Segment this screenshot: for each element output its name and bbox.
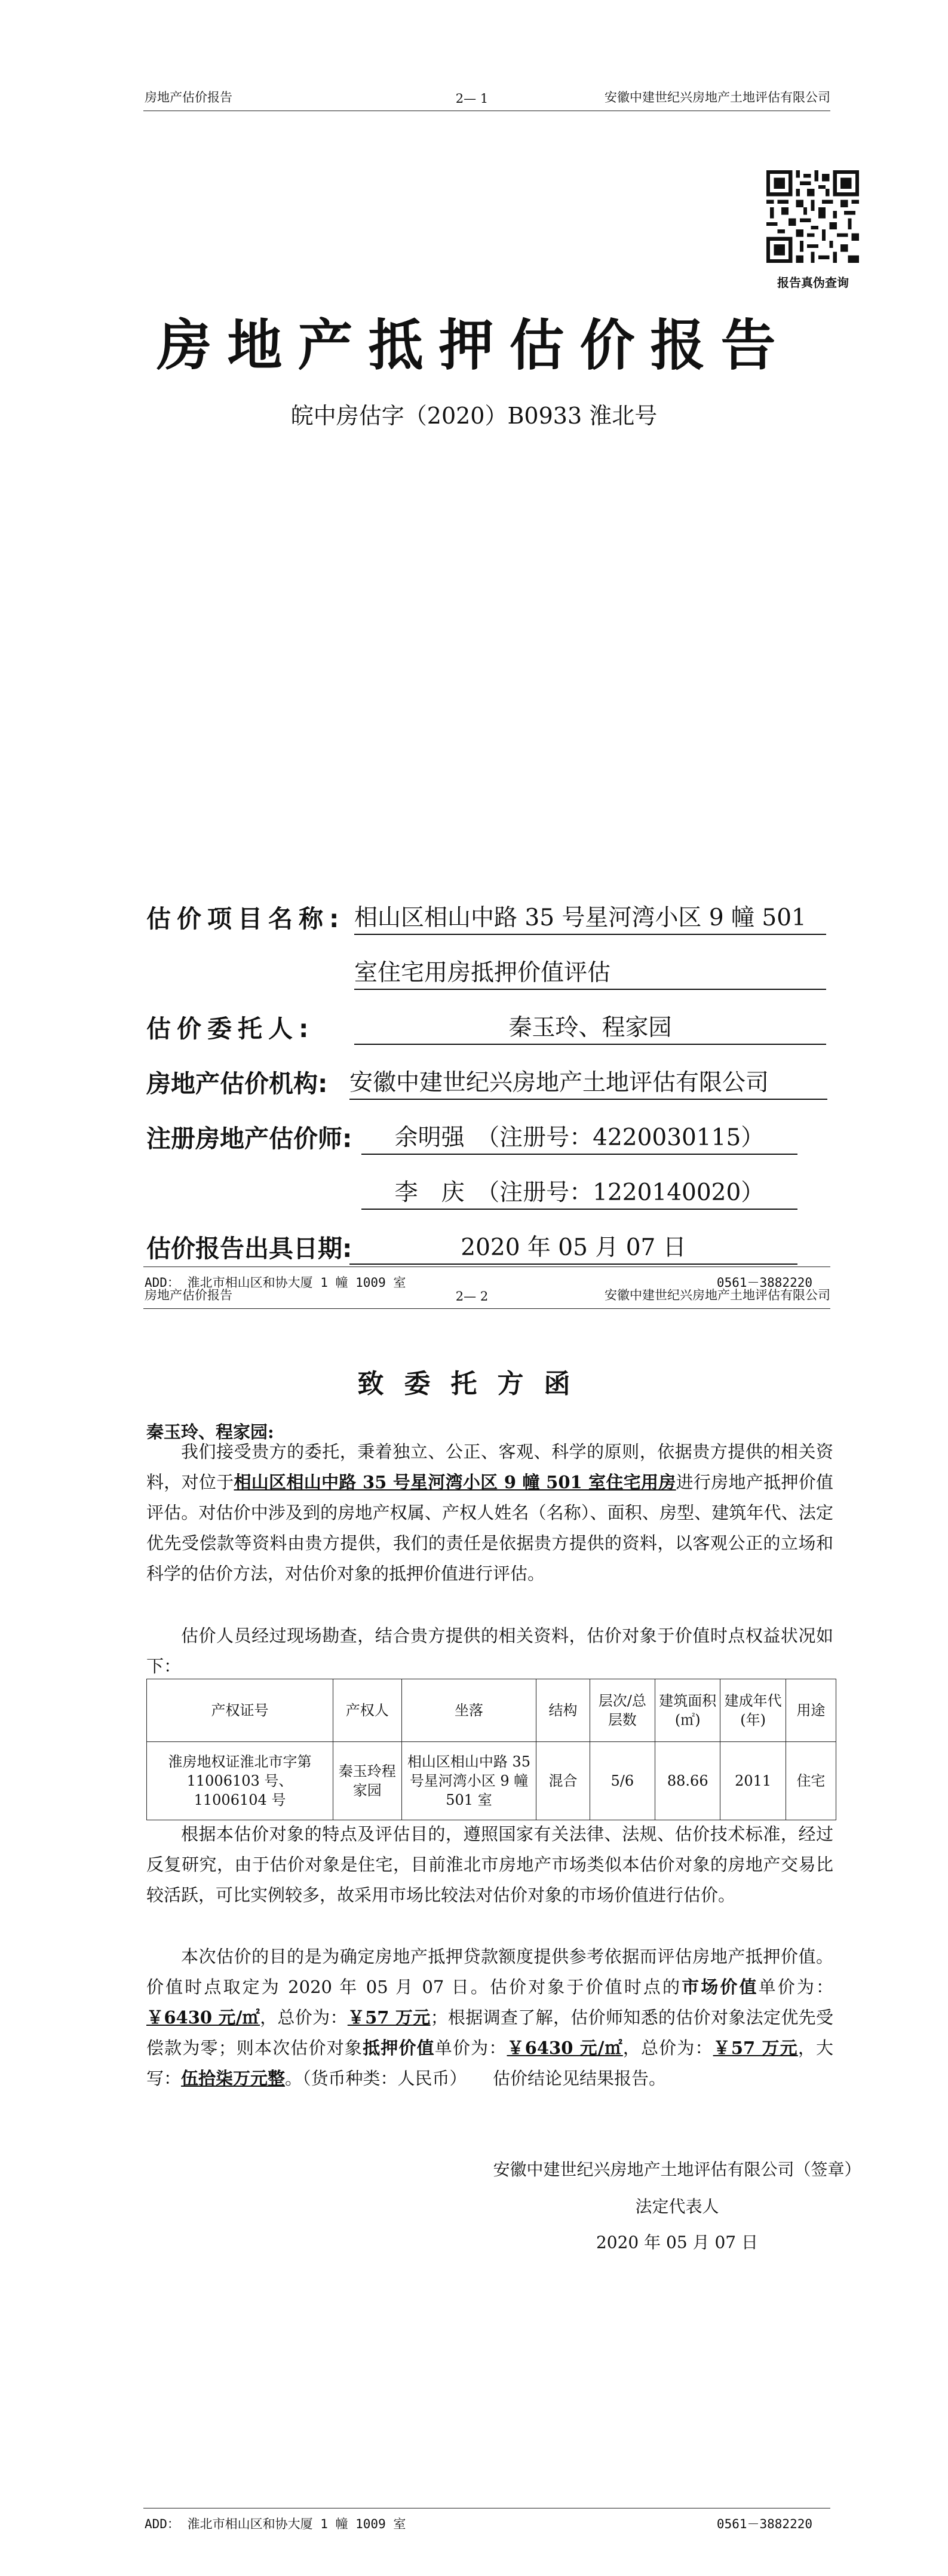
p1-text-c: 进行房地产抵押价值评估。对估价中涉及到的房地产权属、产权人姓名（名称）、面积、房型、建筑年代、法定优先受偿款等资料由贵方提供，我们的责任是依据贵方提供的资料，以客观公正的立场和科学的估价方法，对估价对象的抵押价值进行评估。 (146, 1472, 833, 1584)
client-label: 估价委托人: (146, 1014, 315, 1043)
project-row-2 (146, 954, 833, 1009)
mortgage-value-label: 抵押价值 (363, 2038, 435, 2058)
table-cell: 相山区相山中路 35 号星河湾小区 9 幢 501 室 (401, 1742, 536, 1820)
amount-in-words: 伍拾柒万元整 (181, 2068, 286, 2089)
property-table (146, 1679, 836, 1820)
client-value: 秦玉玲、程家园 (354, 1009, 826, 1045)
paragraph-2: 估价人员经过现场勘查，结合贵方提供的相关资料，估价对象于价值时点权益状况如下： (146, 1626, 833, 1676)
project-label: 估价项目名称: (146, 904, 345, 933)
client-row (146, 1009, 833, 1064)
project-row (146, 899, 833, 954)
footer-phone: 0561－3882220 (716, 1275, 812, 1290)
header-right: 安徽中建世纪兴房地产土地评估有限公司 (605, 90, 830, 105)
p4-text-g: ，大写： (146, 2038, 833, 2089)
p4-text-a: 本次估价的目的是为确定房地产抵押贷款额度提供参考依据而评估房地产抵押价值。价值时点取定为 2020 年 05 月 07 日。估价对象于价值时点的 (146, 1946, 833, 1997)
signature-date: 2020 年 05 月 07 日 (596, 2232, 759, 2252)
property-address: 相山区相山中路 35 号星河湾小区 9 幢 501 室住宅用房 (234, 1472, 676, 1492)
table-header: 层次/总层数 (590, 1679, 655, 1742)
appraiser-value-1: 余明强 （注册号：4220030115） (361, 1119, 797, 1155)
paragraph-3: 根据本估价对象的特点及评估目的，遵照国家有关法律、法规、估价技术标准，经过反复研究，由于估价对象是住宅，目前淮北市房地产市场类似本估价对象的房地产交易比较活跃，可比实例较多，故采用市场比较法对估价对象的市场价值进行估价。 (146, 1824, 833, 1905)
qr-caption: 报告真伪查询 (777, 275, 849, 290)
table-cell: 2011 (720, 1742, 786, 1820)
table-cell: 5/6 (590, 1742, 655, 1820)
report-number: 皖中房估字（2020）B0933 淮北号 (290, 403, 658, 429)
paragraph-4 (146, 1942, 833, 2094)
table-cell: 混合 (536, 1742, 590, 1820)
project-value-line1: 相山区相山中路 35 号星河湾小区 9 幢 501 (354, 899, 826, 935)
appraiser-row (146, 1119, 833, 1174)
footer-address: ADD： 淮北市相山区和协大厦 1 幢 1009 室 (145, 2517, 406, 2531)
page-header (143, 1284, 830, 1309)
table-header: 坐落 (401, 1679, 536, 1742)
agency-label: 房地产估价机构: (146, 1069, 328, 1098)
p1-text-a: 我们接受贵方的委托，秉着独立、公正、客观、科学的原则，依据贵方提供的相关资料，对位于 (146, 1442, 833, 1492)
signature-company: 安徽中建世纪兴房地产土地评估有限公司（签章） (493, 2160, 861, 2179)
table-header: 建筑面积(㎡) (655, 1679, 720, 1742)
agency-value: 安徽中建世纪兴房地产土地评估有限公司 (349, 1064, 827, 1100)
table-cell: 88.66 (655, 1742, 720, 1820)
page-number: 2— 2 (455, 1289, 489, 1304)
date-label: 估价报告出具日期: (146, 1234, 352, 1263)
project-value-line2: 室住宅用房抵押价值评估 (354, 954, 826, 990)
header-left: 房地产估价报告 (145, 90, 232, 105)
appraiser-label: 注册房地产估价师: (146, 1124, 352, 1153)
p4-text-c: ，总价为： (260, 2007, 348, 2028)
table-header-row (147, 1679, 836, 1742)
table-header: 产权证号 (147, 1679, 333, 1742)
table-cell: 淮房地权证淮北市字第 11006103 号、11006104 号 (147, 1742, 333, 1820)
date-value: 2020 年 05 月 07 日 (349, 1229, 797, 1265)
table-row (147, 1742, 836, 1820)
table-header: 结构 (536, 1679, 590, 1742)
mortgage-total-price: ￥57 万元 (713, 2038, 798, 2058)
table-cell: 住宅 (786, 1742, 836, 1820)
qr-code-icon[interactable] (766, 170, 859, 263)
table-header: 用途 (786, 1679, 836, 1742)
header-right: 安徽中建世纪兴房地产土地评估有限公司 (605, 1288, 830, 1302)
appraiser-row-2 (146, 1174, 833, 1229)
footer-address: ADD： 淮北市相山区和协大厦 1 幢 1009 室 (145, 1275, 406, 1290)
page-number: 2— 1 (455, 91, 489, 106)
p4-text-d: ；根据调查了解，估价师知悉的估价对象法定优先受偿款为零；则本次估价对象 (146, 2007, 833, 2058)
page-header (143, 87, 830, 111)
mortgage-unit-price: ￥6430 元/㎡ (507, 2038, 623, 2058)
report-title: 房地产抵押估价报告 (157, 314, 791, 378)
agency-row (146, 1064, 833, 1119)
p4-text-f: ，总价为： (622, 2038, 713, 2058)
appraiser-value-2: 李 庆 （注册号：1220140020） (361, 1174, 797, 1210)
paragraph-1 (146, 1437, 833, 1589)
p4-text-b: 单价为： (758, 1977, 833, 1997)
footer-phone: 0561－3882220 (716, 2517, 812, 2531)
cover-info (146, 899, 833, 1284)
addressee: 秦玉玲、程家园: (146, 1422, 274, 1442)
p4-text-e: 单价为： (434, 2038, 507, 2058)
p4-text-h: 。（货币种类：人民币） 估价结论见结果报告。 (285, 2068, 667, 2089)
signature-representative: 法定代表人 (635, 2197, 719, 2216)
table-cell: 秦玉玲程家园 (333, 1742, 401, 1820)
table-header: 建成年代(年) (720, 1679, 786, 1742)
letter-title: 致委托方函 (357, 1369, 591, 1399)
table-header: 产权人 (333, 1679, 401, 1742)
header-left: 房地产估价报告 (145, 1288, 232, 1302)
market-total-price: ￥57 万元 (347, 2007, 431, 2028)
market-unit-price: ￥6430 元/㎡ (146, 2007, 260, 2028)
page-footer (143, 1266, 830, 1290)
market-value-label: 市场价值 (682, 1977, 759, 1997)
